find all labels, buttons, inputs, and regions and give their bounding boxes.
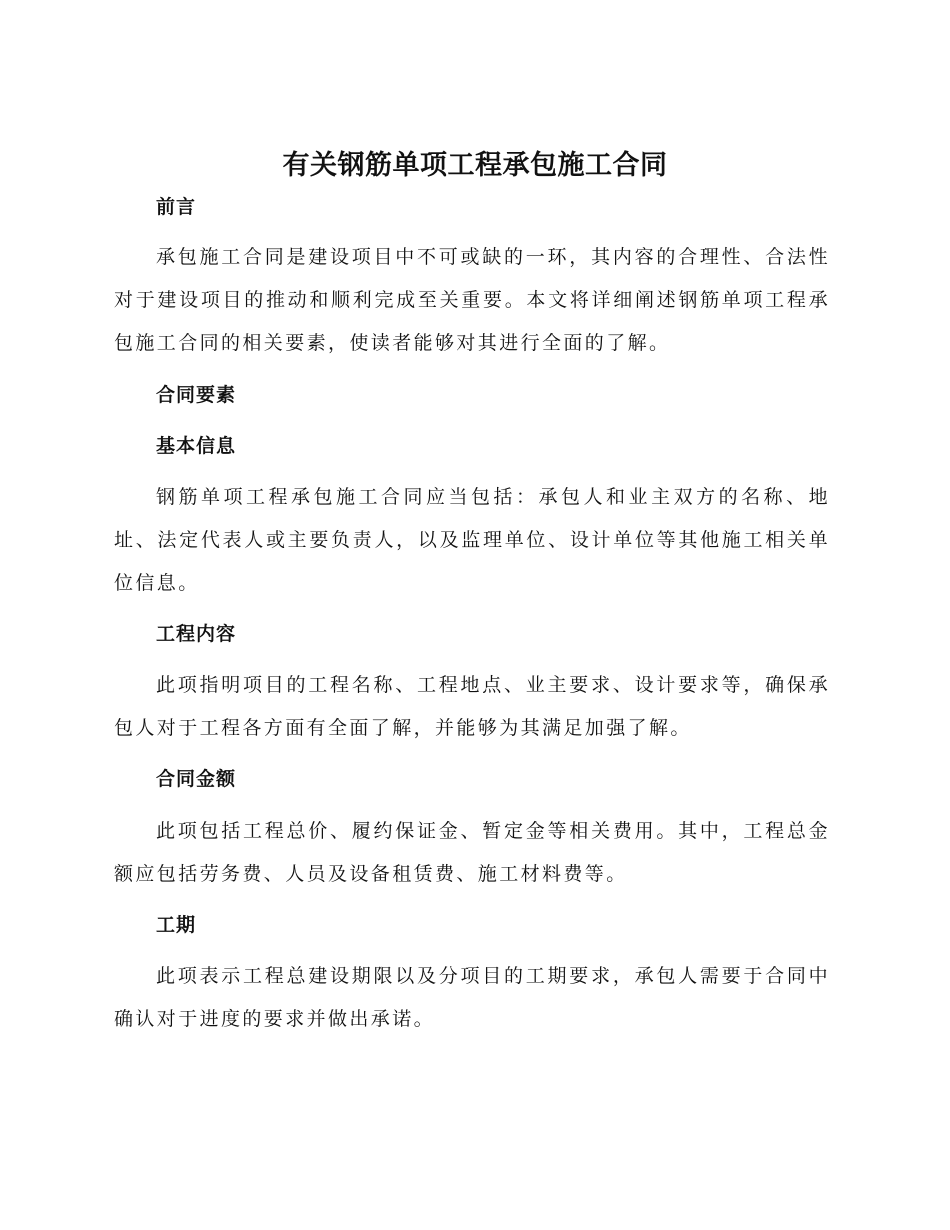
section-heading-contract-elements: 合同要素 bbox=[156, 384, 237, 406]
section-paragraph-contract-amount: 此项包括工程总价、履约保证金、暂定金等相关费用。其中，工程总金额应包括劳务费、人员及设备租赁费、施工材料费等。 bbox=[114, 820, 830, 885]
section-heading-project-content: 工程内容 bbox=[156, 623, 237, 645]
section-heading-contract-amount: 合同金额 bbox=[156, 768, 237, 790]
section-paragraph-construction-period: 此项表示工程总建设期限以及分项目的工期要求，承包人需要于合同中确认对于进度的要求并做出承诺。 bbox=[114, 965, 830, 1030]
section-heading-construction-period: 工期 bbox=[156, 914, 197, 936]
section-heading-basic-info: 基本信息 bbox=[156, 435, 237, 457]
section-heading-preface: 前言 bbox=[156, 196, 197, 218]
section-paragraph-basic-info: 钢筋单项工程承包施工合同应当包括：承包人和业主双方的名称、地址、法定代表人或主要负责人，以及监理单位、设计单位等其他施工相关单位信息。 bbox=[114, 486, 830, 594]
section-paragraph-project-content: 此项指明项目的工程名称、工程地点、业主要求、设计要求等，确保承包人对于工程各方面有全面了解，并能够为其满足加强了解。 bbox=[114, 674, 830, 739]
section-paragraph-preface: 承包施工合同是建设项目中不可或缺的一环，其内容的合理性、合法性对于建设项目的推动和顺利完成至关重要。本文将详细阐述钢筋单项工程承包施工合同的相关要素，使读者能够对其进行全面的了解。 bbox=[114, 246, 830, 354]
document-title: 有关钢筋单项工程承包施工合同 bbox=[282, 150, 668, 181]
